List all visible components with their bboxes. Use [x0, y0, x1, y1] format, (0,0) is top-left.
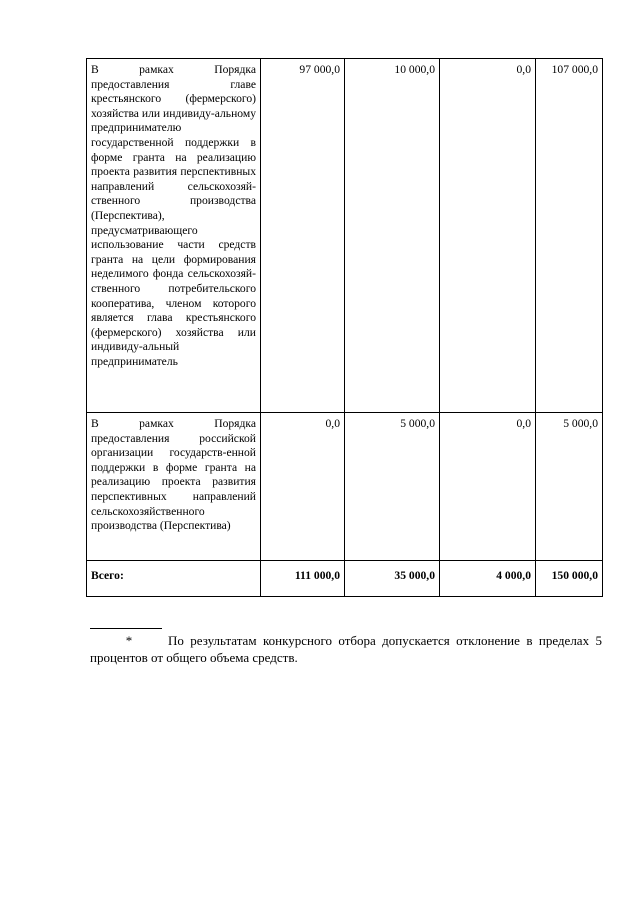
row-description: В рамках Порядка предоставления главе крестьянского (фермерского) хозяйства или индивиду-альному предпринимателю государственной поддержки в форме гранта на реализацию проекта развития перспективных направлений сельскохозяй-ственного производства (Перспектива), предусматривающего использование части средств гранта на цели формирования неделимого фонда сельскохозяй-ственного потребительского кооператива, членом которого является глава крестьянского (фермерского) хозяйства или индивиду-альный предприниматель	[87, 59, 261, 413]
total-value-cell: 111 000,0	[261, 561, 345, 597]
footnote-marker: *	[125, 633, 133, 648]
value-cell: 97 000,0	[261, 59, 345, 413]
value-cell: 5 000,0	[345, 413, 440, 561]
total-row	[87, 561, 603, 597]
value-cell: 0,0	[261, 413, 345, 561]
row-description: В рамках Порядка предоставления российской организации государств-енной поддержки в форме гранта на реализацию проекта развития перспективных направлений сельскохозяйственного производства (Перспектива)	[87, 413, 261, 561]
total-value-cell: 150 000,0	[536, 561, 603, 597]
table-row	[87, 59, 603, 413]
value-cell: 107 000,0	[536, 59, 603, 413]
grant-distribution-table	[86, 58, 603, 597]
footnote-text: По результатам конкурсного отбора допускается отклонение в пределах 5 процентов от общего объема средств.	[90, 633, 602, 665]
total-value-cell: 35 000,0	[345, 561, 440, 597]
value-cell: 10 000,0	[345, 59, 440, 413]
value-cell: 0,0	[440, 59, 536, 413]
footnote-divider	[90, 628, 162, 629]
table-row	[87, 413, 603, 561]
total-value-cell: 4 000,0	[440, 561, 536, 597]
value-cell: 5 000,0	[536, 413, 603, 561]
value-cell: 0,0	[440, 413, 536, 561]
footnote	[90, 632, 602, 666]
total-label: Всего:	[87, 561, 261, 597]
